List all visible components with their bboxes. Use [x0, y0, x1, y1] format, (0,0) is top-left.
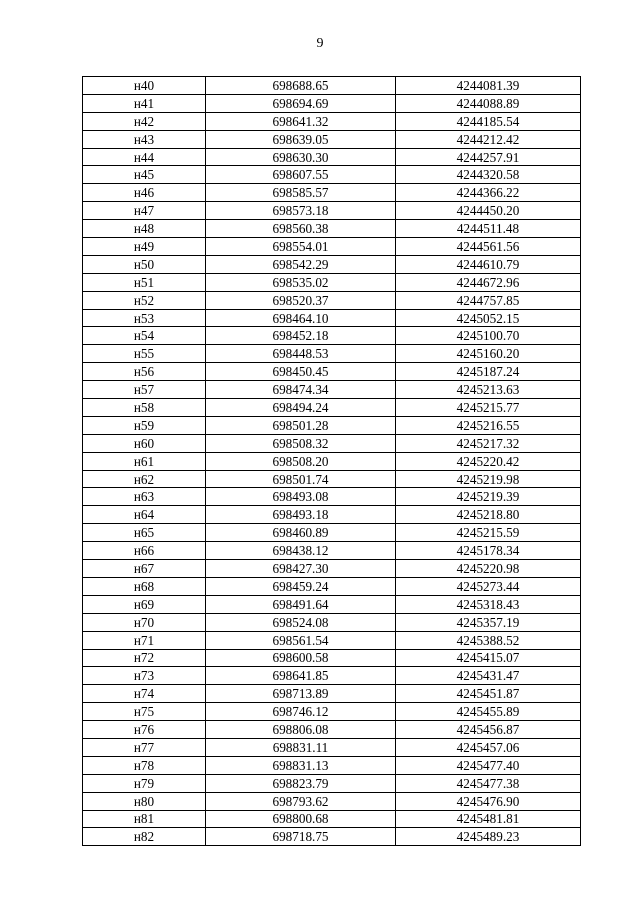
point-id-cell: н47: [83, 202, 206, 220]
point-id-cell: н45: [83, 166, 206, 184]
x-coordinate-cell: 698520.37: [206, 291, 396, 309]
table-row: [83, 738, 581, 756]
point-id-cell: н56: [83, 363, 206, 381]
x-coordinate-cell: 698427.30: [206, 560, 396, 578]
y-coordinate-cell: 4245215.59: [396, 524, 581, 542]
x-coordinate-cell: 698600.58: [206, 649, 396, 667]
y-coordinate-cell: 4244561.56: [396, 238, 581, 256]
point-id-cell: н53: [83, 309, 206, 327]
x-coordinate-cell: 698793.62: [206, 792, 396, 810]
table-row: [83, 542, 581, 560]
table-row: [83, 703, 581, 721]
y-coordinate-cell: 4244672.96: [396, 273, 581, 291]
y-coordinate-cell: 4244081.39: [396, 77, 581, 95]
point-id-cell: н49: [83, 238, 206, 256]
y-coordinate-cell: 4245178.34: [396, 542, 581, 560]
table-row: [83, 130, 581, 148]
y-coordinate-cell: 4245220.98: [396, 560, 581, 578]
x-coordinate-cell: 698474.34: [206, 381, 396, 399]
table-row: [83, 381, 581, 399]
x-coordinate-cell: 698448.53: [206, 345, 396, 363]
y-coordinate-cell: 4245451.87: [396, 685, 581, 703]
x-coordinate-cell: 698561.54: [206, 631, 396, 649]
x-coordinate-cell: 698535.02: [206, 273, 396, 291]
x-coordinate-cell: 698639.05: [206, 130, 396, 148]
point-id-cell: н52: [83, 291, 206, 309]
x-coordinate-cell: 698493.08: [206, 488, 396, 506]
table-row: [83, 112, 581, 130]
x-coordinate-cell: 698452.18: [206, 327, 396, 345]
table-row: [83, 327, 581, 345]
point-id-cell: н69: [83, 595, 206, 613]
y-coordinate-cell: 4245218.80: [396, 506, 581, 524]
x-coordinate-cell: 698607.55: [206, 166, 396, 184]
y-coordinate-cell: 4245481.81: [396, 810, 581, 828]
point-id-cell: н48: [83, 220, 206, 238]
y-coordinate-cell: 4244366.22: [396, 184, 581, 202]
y-coordinate-cell: 4244320.58: [396, 166, 581, 184]
x-coordinate-cell: 698450.45: [206, 363, 396, 381]
point-id-cell: н68: [83, 577, 206, 595]
x-coordinate-cell: 698524.08: [206, 613, 396, 631]
y-coordinate-cell: 4244450.20: [396, 202, 581, 220]
point-id-cell: н65: [83, 524, 206, 542]
x-coordinate-cell: 698800.68: [206, 810, 396, 828]
y-coordinate-cell: 4245220.42: [396, 452, 581, 470]
y-coordinate-cell: 4244212.42: [396, 130, 581, 148]
y-coordinate-cell: 4245477.38: [396, 774, 581, 792]
table-row: [83, 202, 581, 220]
point-id-cell: н57: [83, 381, 206, 399]
table-row: [83, 667, 581, 685]
point-id-cell: н61: [83, 452, 206, 470]
table-row: [83, 363, 581, 381]
point-id-cell: н44: [83, 148, 206, 166]
y-coordinate-cell: 4245357.19: [396, 613, 581, 631]
y-coordinate-cell: 4245100.70: [396, 327, 581, 345]
y-coordinate-cell: 4244610.79: [396, 255, 581, 273]
point-id-cell: н40: [83, 77, 206, 95]
table-row: [83, 238, 581, 256]
x-coordinate-cell: 698459.24: [206, 577, 396, 595]
y-coordinate-cell: 4245217.32: [396, 434, 581, 452]
x-coordinate-cell: 698460.89: [206, 524, 396, 542]
x-coordinate-cell: 698713.89: [206, 685, 396, 703]
table-row: [83, 77, 581, 95]
y-coordinate-cell: 4245160.20: [396, 345, 581, 363]
point-id-cell: н71: [83, 631, 206, 649]
point-id-cell: н79: [83, 774, 206, 792]
table-row: [83, 828, 581, 846]
table-row: [83, 631, 581, 649]
table-row: [83, 148, 581, 166]
y-coordinate-cell: 4245213.63: [396, 381, 581, 399]
point-id-cell: н64: [83, 506, 206, 524]
table-row: [83, 452, 581, 470]
x-coordinate-cell: 698501.28: [206, 416, 396, 434]
point-id-cell: н62: [83, 470, 206, 488]
table-row: [83, 649, 581, 667]
point-id-cell: н42: [83, 112, 206, 130]
y-coordinate-cell: 4244257.91: [396, 148, 581, 166]
x-coordinate-cell: 698694.69: [206, 94, 396, 112]
table-row: [83, 792, 581, 810]
table-row: [83, 506, 581, 524]
point-id-cell: н77: [83, 738, 206, 756]
x-coordinate-cell: 698688.65: [206, 77, 396, 95]
point-id-cell: н46: [83, 184, 206, 202]
x-coordinate-cell: 698573.18: [206, 202, 396, 220]
point-id-cell: н41: [83, 94, 206, 112]
x-coordinate-cell: 698831.13: [206, 756, 396, 774]
y-coordinate-cell: 4245415.07: [396, 649, 581, 667]
point-id-cell: н43: [83, 130, 206, 148]
y-coordinate-cell: 4244757.85: [396, 291, 581, 309]
table-row: [83, 685, 581, 703]
point-id-cell: н59: [83, 416, 206, 434]
table-row: [83, 721, 581, 739]
x-coordinate-cell: 698560.38: [206, 220, 396, 238]
table-row: [83, 470, 581, 488]
x-coordinate-cell: 698641.32: [206, 112, 396, 130]
table-row: [83, 220, 581, 238]
y-coordinate-cell: 4244088.89: [396, 94, 581, 112]
point-id-cell: н54: [83, 327, 206, 345]
x-coordinate-cell: 698542.29: [206, 255, 396, 273]
point-id-cell: н76: [83, 721, 206, 739]
table-row: [83, 488, 581, 506]
table-row: [83, 273, 581, 291]
point-id-cell: н72: [83, 649, 206, 667]
table-row: [83, 577, 581, 595]
y-coordinate-cell: 4245477.40: [396, 756, 581, 774]
coordinates-table: [82, 76, 581, 846]
y-coordinate-cell: 4245215.77: [396, 399, 581, 417]
y-coordinate-cell: 4245052.15: [396, 309, 581, 327]
y-coordinate-cell: 4245273.44: [396, 577, 581, 595]
y-coordinate-cell: 4245457.06: [396, 738, 581, 756]
y-coordinate-cell: 4244511.48: [396, 220, 581, 238]
point-id-cell: н55: [83, 345, 206, 363]
y-coordinate-cell: 4245219.98: [396, 470, 581, 488]
point-id-cell: н51: [83, 273, 206, 291]
y-coordinate-cell: 4245388.52: [396, 631, 581, 649]
x-coordinate-cell: 698501.74: [206, 470, 396, 488]
x-coordinate-cell: 698630.30: [206, 148, 396, 166]
x-coordinate-cell: 698493.18: [206, 506, 396, 524]
coordinates-table-body: [83, 77, 581, 846]
table-row: [83, 166, 581, 184]
table-row: [83, 399, 581, 417]
table-row: [83, 613, 581, 631]
x-coordinate-cell: 698438.12: [206, 542, 396, 560]
point-id-cell: н58: [83, 399, 206, 417]
point-id-cell: н63: [83, 488, 206, 506]
x-coordinate-cell: 698508.32: [206, 434, 396, 452]
table-row: [83, 416, 581, 434]
table-row: [83, 595, 581, 613]
x-coordinate-cell: 698718.75: [206, 828, 396, 846]
x-coordinate-cell: 698806.08: [206, 721, 396, 739]
y-coordinate-cell: 4245455.89: [396, 703, 581, 721]
table-row: [83, 291, 581, 309]
table-row: [83, 184, 581, 202]
y-coordinate-cell: 4245187.24: [396, 363, 581, 381]
x-coordinate-cell: 698746.12: [206, 703, 396, 721]
y-coordinate-cell: 4245431.47: [396, 667, 581, 685]
table-row: [83, 560, 581, 578]
y-coordinate-cell: 4245216.55: [396, 416, 581, 434]
y-coordinate-cell: 4245318.43: [396, 595, 581, 613]
y-coordinate-cell: 4245456.87: [396, 721, 581, 739]
x-coordinate-cell: 698464.10: [206, 309, 396, 327]
point-id-cell: н67: [83, 560, 206, 578]
point-id-cell: н74: [83, 685, 206, 703]
table-row: [83, 94, 581, 112]
x-coordinate-cell: 698508.20: [206, 452, 396, 470]
x-coordinate-cell: 698491.64: [206, 595, 396, 613]
table-row: [83, 434, 581, 452]
point-id-cell: н80: [83, 792, 206, 810]
y-coordinate-cell: 4245476.90: [396, 792, 581, 810]
point-id-cell: н78: [83, 756, 206, 774]
point-id-cell: н75: [83, 703, 206, 721]
table-row: [83, 756, 581, 774]
point-id-cell: н66: [83, 542, 206, 560]
table-row: [83, 255, 581, 273]
x-coordinate-cell: 698823.79: [206, 774, 396, 792]
point-id-cell: н50: [83, 255, 206, 273]
x-coordinate-cell: 698585.57: [206, 184, 396, 202]
x-coordinate-cell: 698831.11: [206, 738, 396, 756]
point-id-cell: н81: [83, 810, 206, 828]
page-number: 9: [316, 36, 324, 51]
point-id-cell: н70: [83, 613, 206, 631]
y-coordinate-cell: 4244185.54: [396, 112, 581, 130]
y-coordinate-cell: 4245219.39: [396, 488, 581, 506]
point-id-cell: н82: [83, 828, 206, 846]
x-coordinate-cell: 698494.24: [206, 399, 396, 417]
table-row: [83, 345, 581, 363]
table-row: [83, 774, 581, 792]
table-row: [83, 810, 581, 828]
x-coordinate-cell: 698554.01: [206, 238, 396, 256]
y-coordinate-cell: 4245489.23: [396, 828, 581, 846]
point-id-cell: н60: [83, 434, 206, 452]
point-id-cell: н73: [83, 667, 206, 685]
x-coordinate-cell: 698641.85: [206, 667, 396, 685]
table-row: [83, 524, 581, 542]
table-row: [83, 309, 581, 327]
